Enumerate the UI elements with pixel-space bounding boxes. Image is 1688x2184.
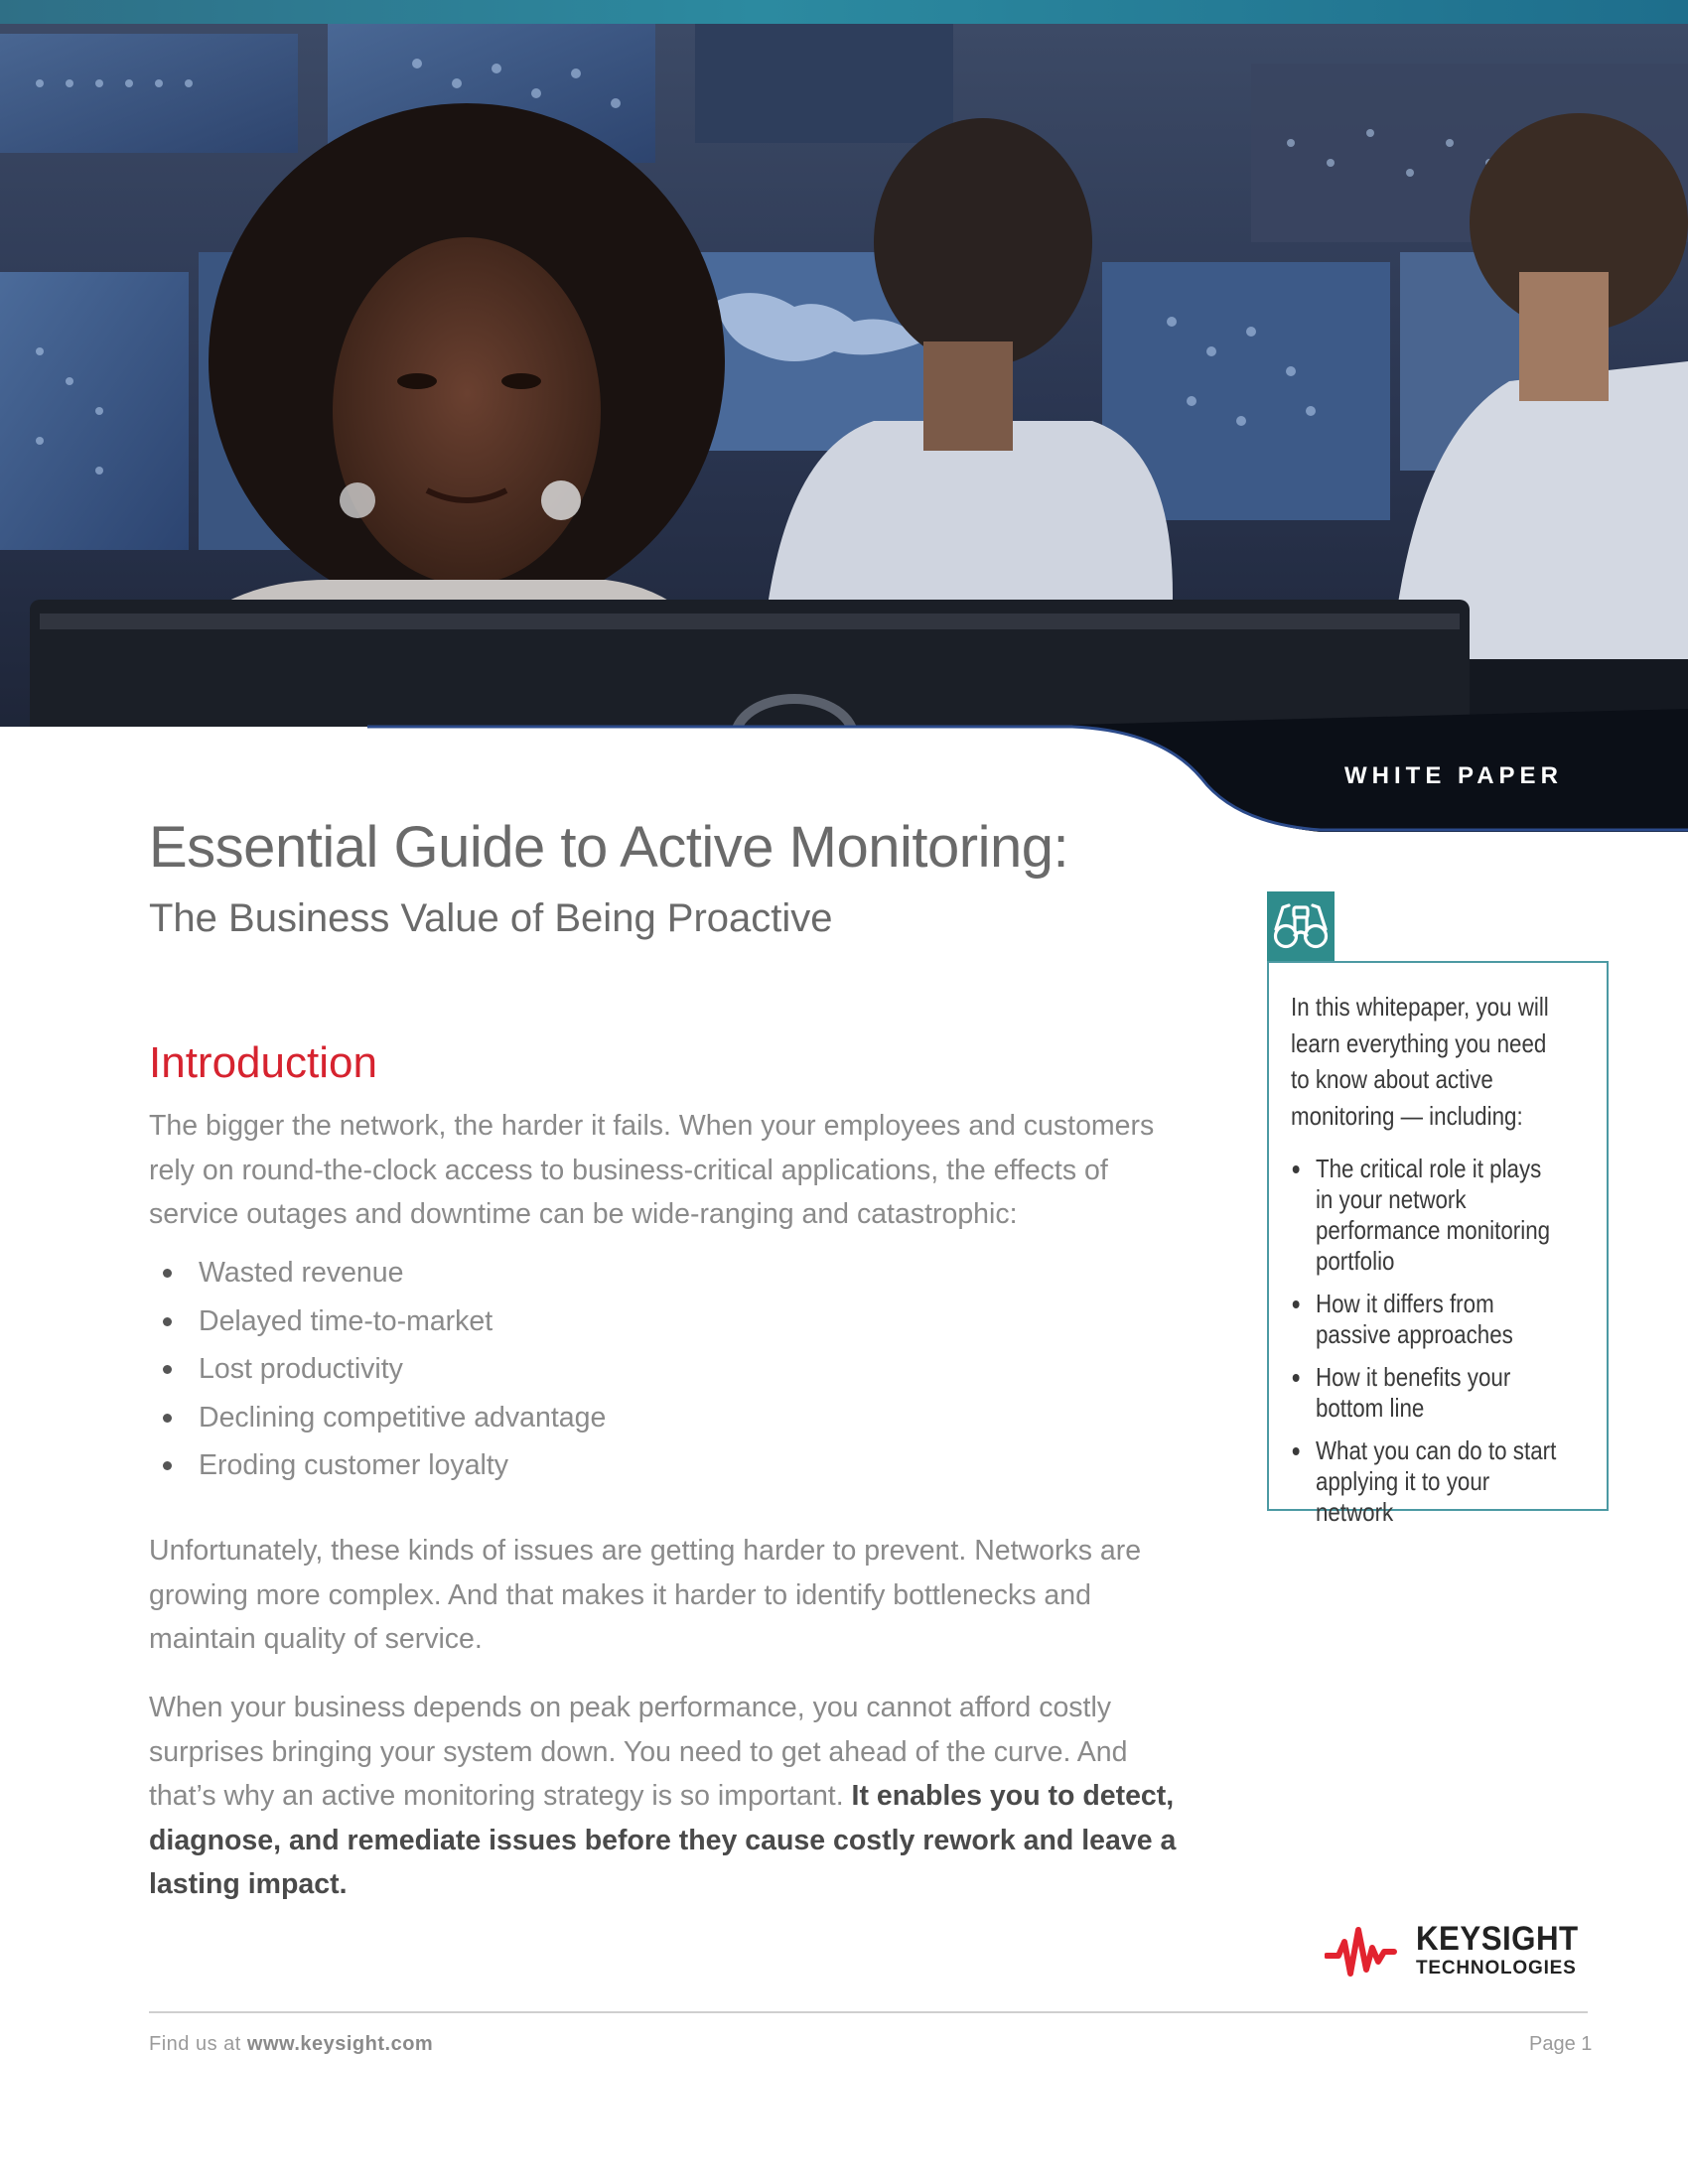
list-item: Delayed time-to-market	[159, 1301, 606, 1350]
top-color-strip	[0, 0, 1688, 24]
document-title: Essential Guide to Active Monitoring:	[149, 815, 1069, 880]
binoculars-icon	[1267, 891, 1335, 961]
document-subtitle: The Business Value of Being Proactive	[149, 896, 833, 940]
paragraph-emphasis: It enables you to detect, diagnose, and remediate issues before they cause costly rework and leave a lasting impact.	[149, 1780, 1177, 1900]
footer-divider	[149, 2011, 1588, 2013]
callout-list	[1291, 1154, 1564, 1540]
logo-subtitle: TECHNOLOGIES	[1416, 1958, 1577, 1979]
list-item: The critical role it plays in your network performance monitoring portfolio	[1291, 1154, 1564, 1277]
document-type-label: WHITE PAPER	[1344, 762, 1563, 789]
keysight-logo	[1325, 1918, 1593, 1985]
logo-wordmark: KEYSIGHT	[1416, 1920, 1579, 1958]
list-item: What you can do to start applying it to your network	[1291, 1435, 1564, 1528]
list-item: How it benefits your bottom line	[1291, 1362, 1564, 1424]
callout-intro: In this whitepaper, you will learn everything you need to know about active monitoring — including:	[1291, 992, 1549, 1131]
list-item: Wasted revenue	[159, 1253, 606, 1301]
intro-paragraph-2: Unfortunately, these kinds of issues are getting harder to prevent. Networks are growing more complex. And that makes it harder to identify bottlenecks and maintain quality of service.	[149, 1535, 1142, 1655]
website-link[interactable]: www.keysight.com	[246, 2033, 434, 2055]
intro-paragraph-3	[149, 1686, 1192, 1907]
list-item: Lost productivity	[159, 1349, 606, 1398]
hero-banner	[0, 24, 1688, 832]
paragraph-text: When your business depends on peak performance, you cannot afford costly surprises bringing your system down. You need to get ahead of the curve. And that’s why an active monitoring strategy is so important.	[149, 1692, 1128, 1812]
footer-label: Find us at	[149, 2033, 241, 2055]
footer-contact	[149, 2033, 433, 2056]
waveform-icon	[1325, 1922, 1410, 1978]
impact-list	[159, 1253, 606, 1494]
list-item: Eroding customer loyalty	[159, 1445, 606, 1494]
introduction-heading: Introduction	[149, 1038, 377, 1087]
list-item: How it differs from passive approaches	[1291, 1289, 1564, 1350]
intro-paragraph-1: The bigger the network, the harder it fails. When your employees and customers rely on round-the-clock access to business-critical applications, the effects of service outages and downtime can be wide-ranging and catastrophic:	[149, 1110, 1155, 1230]
list-item: Declining competitive advantage	[159, 1398, 606, 1446]
page-number: Page 1	[1529, 2033, 1593, 2055]
hero-photo	[0, 24, 1688, 832]
